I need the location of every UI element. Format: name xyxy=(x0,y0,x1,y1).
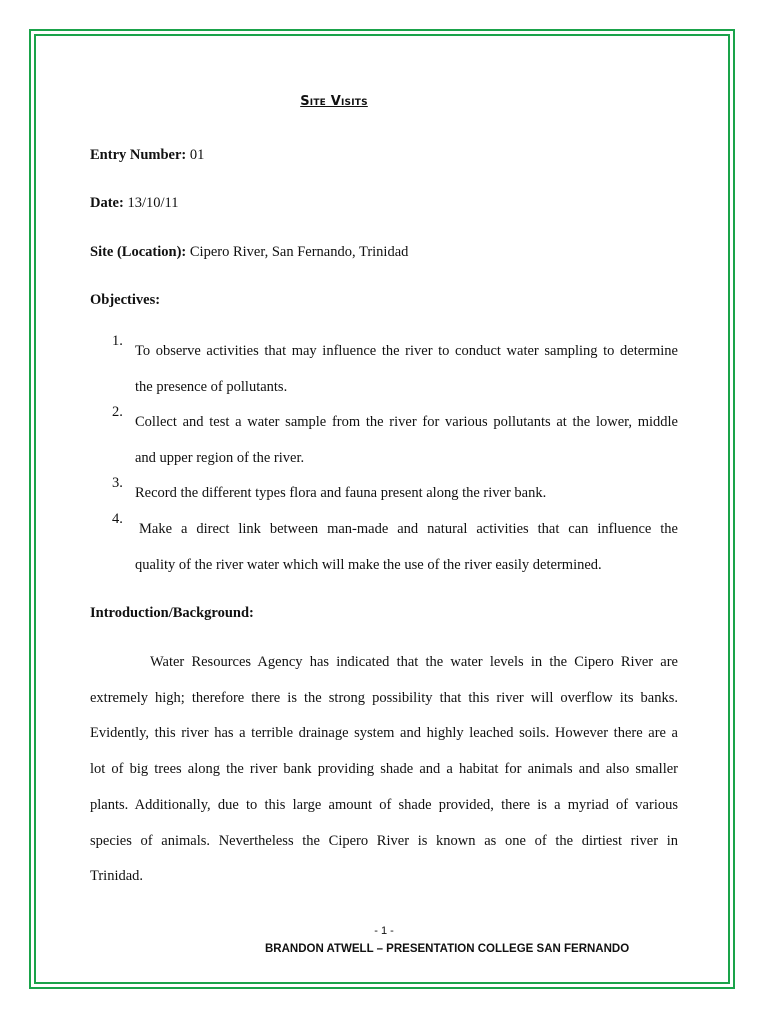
paragraph-line: extremely high; therefore there is the strong possibility that this river will overflow its banks. xyxy=(90,689,678,706)
objective-line: the presence of pollutants. xyxy=(135,379,288,395)
objective-text xyxy=(135,511,678,583)
site-field xyxy=(90,244,408,261)
date-field xyxy=(90,195,178,212)
objective-number: 4. xyxy=(112,511,123,527)
objective-text xyxy=(135,404,678,476)
paragraph-line: Evidently, this river has a terrible drainage system and highly leached soils. However there are a xyxy=(90,725,678,742)
objective-line: Record the different types flora and fauna present along the river bank. xyxy=(135,485,547,501)
objective-number: 2. xyxy=(112,404,123,420)
objective-line: Make a direct link between man-made and natural activities that can influence the xyxy=(139,521,678,537)
introduction-heading: Introduction/Background: xyxy=(90,605,254,621)
objectives-heading: Objectives: xyxy=(90,292,161,308)
entry-number-label: Entry Number: xyxy=(90,147,187,163)
objective-line: Collect and test a water sample from the river for various pollutants at the lower, middle xyxy=(135,414,678,430)
objective-text xyxy=(135,475,678,511)
objective-text xyxy=(135,333,678,405)
objective-number: 1. xyxy=(112,333,123,349)
paragraph-line: lot of big trees along the river bank providing shade and a habitat for animals and also smaller xyxy=(90,761,678,778)
objective-number: 3. xyxy=(112,475,123,491)
objective-line: quality of the river water which will make the use of the river easily determined. xyxy=(135,557,602,573)
objective-line: To observe activities that may influence the river to conduct water sampling to determine xyxy=(135,343,678,359)
footer-author: BRANDON ATWELL – PRESENTATION COLLEGE SAN FERNANDO xyxy=(265,943,630,955)
date-label: Date: xyxy=(90,195,124,211)
paragraph-line: species of animals. Nevertheless the Cipero River is known as one of the dirtiest river in xyxy=(90,832,678,849)
paragraph-line: Trinidad. xyxy=(90,868,144,885)
paragraph-line: Water Resources Agency has indicated that the water levels in the Cipero River are xyxy=(150,654,678,670)
site-value: Cipero River, San Fernando, Trinidad xyxy=(189,244,409,260)
objective-line: and upper region of the river. xyxy=(135,450,305,466)
document-title: Site Visits xyxy=(300,94,368,109)
introduction-paragraph xyxy=(90,645,678,895)
paragraph-line: plants. Additionally, due to this large amount of shade provided, there is a myriad of various xyxy=(90,796,678,813)
footer-page-number: - 1 - xyxy=(374,925,394,937)
entry-number-value: 01 xyxy=(189,147,205,163)
entry-number-field xyxy=(90,147,204,164)
site-label: Site (Location): xyxy=(90,244,187,260)
date-value: 13/10/11 xyxy=(127,195,179,211)
